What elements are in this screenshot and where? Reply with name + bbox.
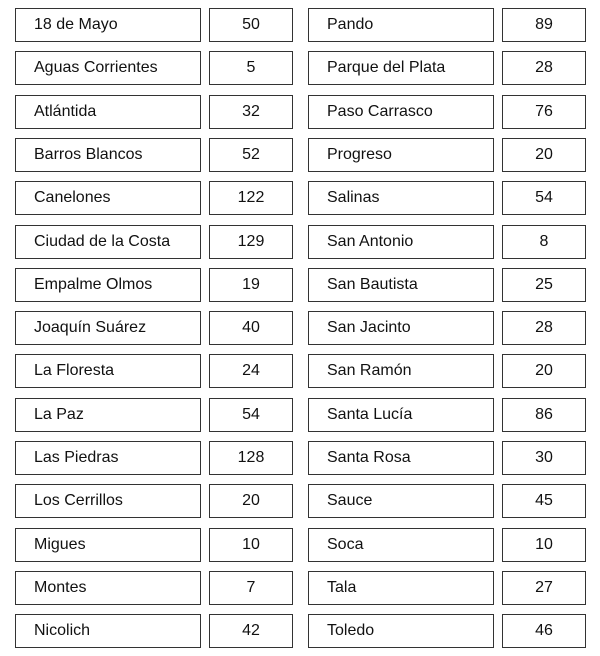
- locality-name-cell: Pando: [308, 8, 494, 42]
- locality-count-cell: 54: [209, 398, 293, 432]
- locality-count-cell: 10: [209, 528, 293, 562]
- locality-name-cell: Ciudad de la Costa: [15, 225, 201, 259]
- locality-count-cell: 30: [502, 441, 586, 475]
- locality-count-cell: 54: [502, 181, 586, 215]
- locality-name-cell: Toledo: [308, 614, 494, 648]
- locality-count-cell: 50: [209, 8, 293, 42]
- locality-count-cell: 89: [502, 8, 586, 42]
- locality-name-cell: Aguas Corrientes: [15, 51, 201, 85]
- locality-name-cell: Canelones: [15, 181, 201, 215]
- locality-count-cell: 28: [502, 51, 586, 85]
- locality-name-cell: San Antonio: [308, 225, 494, 259]
- locality-name-cell: Santa Rosa: [308, 441, 494, 475]
- locality-name-cell: Empalme Olmos: [15, 268, 201, 302]
- locality-count-cell: 20: [502, 354, 586, 388]
- locality-name-cell: Atlántida: [15, 95, 201, 129]
- locality-name-cell: Montes: [15, 571, 201, 605]
- locality-name-cell: Las Piedras: [15, 441, 201, 475]
- locality-name-cell: Soca: [308, 528, 494, 562]
- locality-count-cell: 122: [209, 181, 293, 215]
- locality-name-cell: Barros Blancos: [15, 138, 201, 172]
- locality-name-cell: Parque del Plata: [308, 51, 494, 85]
- locality-name-cell: Joaquín Suárez: [15, 311, 201, 345]
- locality-count-cell: 129: [209, 225, 293, 259]
- locality-count-cell: 45: [502, 484, 586, 518]
- locality-count-cell: 20: [209, 484, 293, 518]
- locality-count-cell: 10: [502, 528, 586, 562]
- locality-count-cell: 42: [209, 614, 293, 648]
- locality-name-cell: Santa Lucía: [308, 398, 494, 432]
- locality-count-cell: 28: [502, 311, 586, 345]
- locality-name-cell: San Jacinto: [308, 311, 494, 345]
- locality-name-cell: Salinas: [308, 181, 494, 215]
- locality-count-cell: 40: [209, 311, 293, 345]
- locality-count-cell: 24: [209, 354, 293, 388]
- locality-count-cell: 20: [502, 138, 586, 172]
- locality-name-cell: Nicolich: [15, 614, 201, 648]
- locality-name-cell: La Paz: [15, 398, 201, 432]
- locality-name-cell: Paso Carrasco: [308, 95, 494, 129]
- locality-count-cell: 32: [209, 95, 293, 129]
- locality-name-cell: Migues: [15, 528, 201, 562]
- locality-name-cell: Progreso: [308, 138, 494, 172]
- locality-count-cell: 52: [209, 138, 293, 172]
- locality-name-cell: San Ramón: [308, 354, 494, 388]
- locality-count-cell: 128: [209, 441, 293, 475]
- locality-count-cell: 8: [502, 225, 586, 259]
- locality-count-cell: 46: [502, 614, 586, 648]
- locality-count-cell: 19: [209, 268, 293, 302]
- locality-name-cell: Tala: [308, 571, 494, 605]
- locality-name-cell: Los Cerrillos: [15, 484, 201, 518]
- locality-name-cell: Sauce: [308, 484, 494, 518]
- locality-count-cell: 86: [502, 398, 586, 432]
- locality-name-cell: La Floresta: [15, 354, 201, 388]
- locality-count-cell: 5: [209, 51, 293, 85]
- locality-name-cell: San Bautista: [308, 268, 494, 302]
- locality-count-cell: 25: [502, 268, 586, 302]
- locality-count-cell: 76: [502, 95, 586, 129]
- locality-count-cell: 7: [209, 571, 293, 605]
- locality-name-cell: 18 de Mayo: [15, 8, 201, 42]
- locality-count-cell: 27: [502, 571, 586, 605]
